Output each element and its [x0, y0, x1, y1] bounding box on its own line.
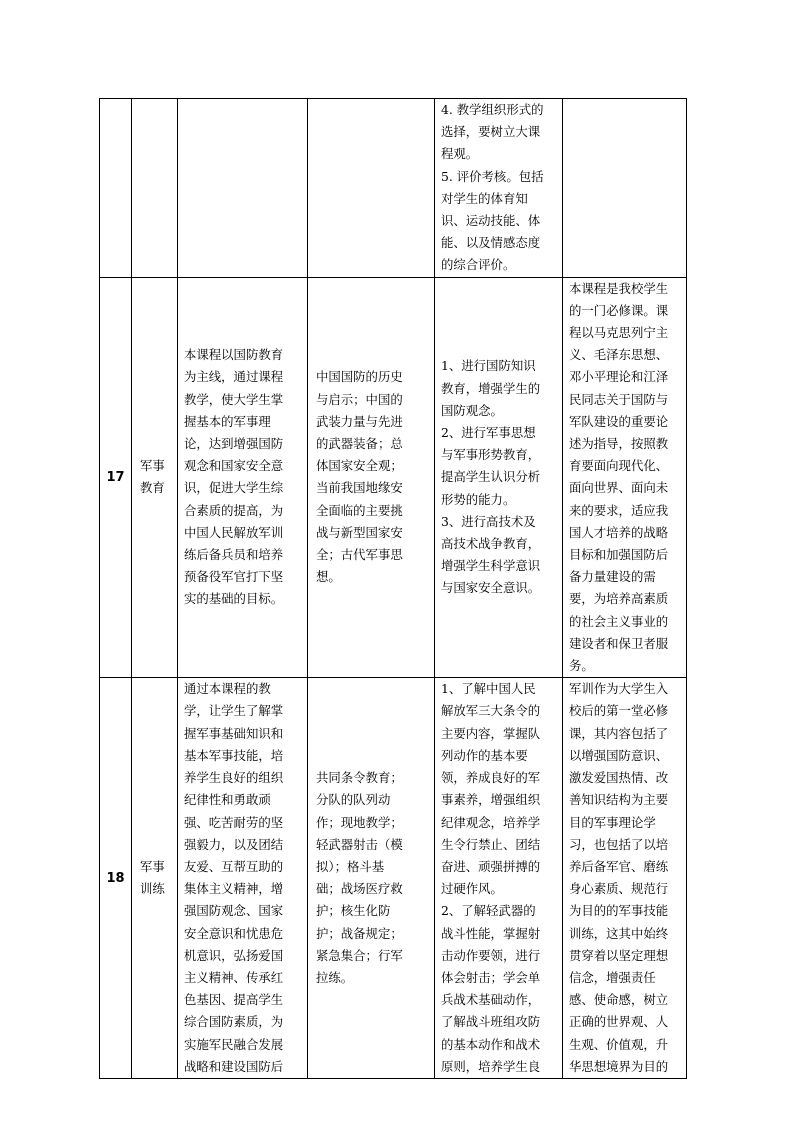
course-name-cell [132, 99, 178, 278]
course-remark: 本课程是我校学生 的一门必修课。课 程以马克思列宁主 义、毛泽东思想、 邓小平理论和江泽 民同志关于国防与 军队建设的重要论 述为指导，按照教 育要面向现代化、 面向世界、面向未 来的要求，适应我 国人才培养的战略 目标和加强国防后 备力量建设的需 要，为培养高素质 的社会主义事业的 建设者和保卫者服 务。 [569, 280, 669, 674]
course-requirements-cell [435, 277, 563, 678]
table-row [100, 678, 687, 1079]
course-content-cell [308, 678, 435, 1079]
course-goal: 本课程以国防教育 为主线，通过课程 教学，使大学生掌 握基本的军事理 论，达到增强国防 观念和国家安全意 识，促进大学生综 合素质的提高，为 中国人民解放军训 练后备兵员和培养 预备役军官打下坚 实的基础的目标。 [184, 347, 284, 607]
course-requirements: 1、进行国防知识 教育，增强学生的 国防观念。 2、进行军事思想 与军事形势教育， 提高学生认识分析 形势的能力。 3、进行高技术及 高技术战争教育， 增强学生科学意识 与国家安全意识。 [441, 358, 541, 596]
course-requirements: 1、了解中国人民 解放军三大条令的 主要内容，掌握队 列动作的基本要 领，养成良好的军 事素养，增强组织 纪律观念，培养学 生令行禁止、团结 奋进、顽强拼搏的 过硬作风。 2、了解轻武器的 战斗性能，掌握射 击动作要领，进行 体会射击；学会单 兵战术基础动作， 了解战斗班组攻防 的基本动作和战术 原则，培养学生良 [441, 681, 541, 1074]
course-goal-cell [178, 99, 308, 278]
course-remark: 军训作为大学生入 校后的第一堂必修 课，其内容包括了 以增强国防意识、 激发爱国热情、改 善知识结构为主要 目的军事理论学 习，也包括了以培 养后备军官、磨练 身心素质、规范行 为目的的军事技能 训练，这其中始终 贯穿着以坚定理想 信念，增强责任 感、使命感，树立 正确的世界观、人 生观、价值观，升 华思想境界为目的 [569, 681, 669, 1074]
row-number: 17 [100, 277, 132, 678]
table-row [100, 99, 687, 278]
row-number: 18 [100, 678, 132, 1079]
course-remark-cell [563, 99, 687, 278]
course-content-cell [308, 277, 435, 678]
course-goal-cell [178, 277, 308, 678]
course-requirements-cell [435, 678, 563, 1079]
course-content-cell [308, 99, 435, 278]
table-row [100, 277, 687, 678]
course-content: 共同条令教育； 分队的队列动 作；现地教学； 轻武器射击（模 拟）；格斗基 础；战场医疗救 护；核生化防 护；战备规定； 紧急集合；行军 拉练。 [316, 770, 403, 985]
course-goal: 通过本课程的教 学，让学生了解掌 握军事基础知识和 基本军事技能，培 养学生良好的组织 纪律性和勇敢顽 强、吃苦耐劳的坚 强毅力，以及团结 友爱、互帮互助的 集体主义精神，增 强国防观念、国家 安全意识和忧患危 机意识，弘扬爱国 主义精神、传承红 色基因、提高学生 综合国防素质，为 实施军民融合发展 战略和建设国防后 [184, 681, 284, 1074]
course-name: 军事 教育 [140, 458, 165, 496]
course-name: 军事 训练 [140, 858, 165, 897]
course-table [99, 98, 687, 1079]
course-remark-cell [563, 678, 687, 1079]
course-name-cell [132, 678, 178, 1079]
course-remark-cell [563, 277, 687, 678]
course-requirements: 4. 教学组织形式的 选择，要树立大课 程观。 5. 评价考核。包括 对学生的体育知 识、运动技能、体 能、以及情感态度 的综合评价。 [441, 102, 544, 273]
course-requirements-cell [435, 99, 563, 278]
course-content: 中国国防的历史 与启示；中国的 武装力量与先进 的武器装备；总 体国家安全观； 当前我国地缘安 全面临的主要挑 战与新型国家安 全；古代军事思 想。 [316, 369, 403, 585]
course-goal-cell [178, 678, 308, 1079]
course-name-cell [132, 277, 178, 678]
row-number [100, 99, 132, 278]
